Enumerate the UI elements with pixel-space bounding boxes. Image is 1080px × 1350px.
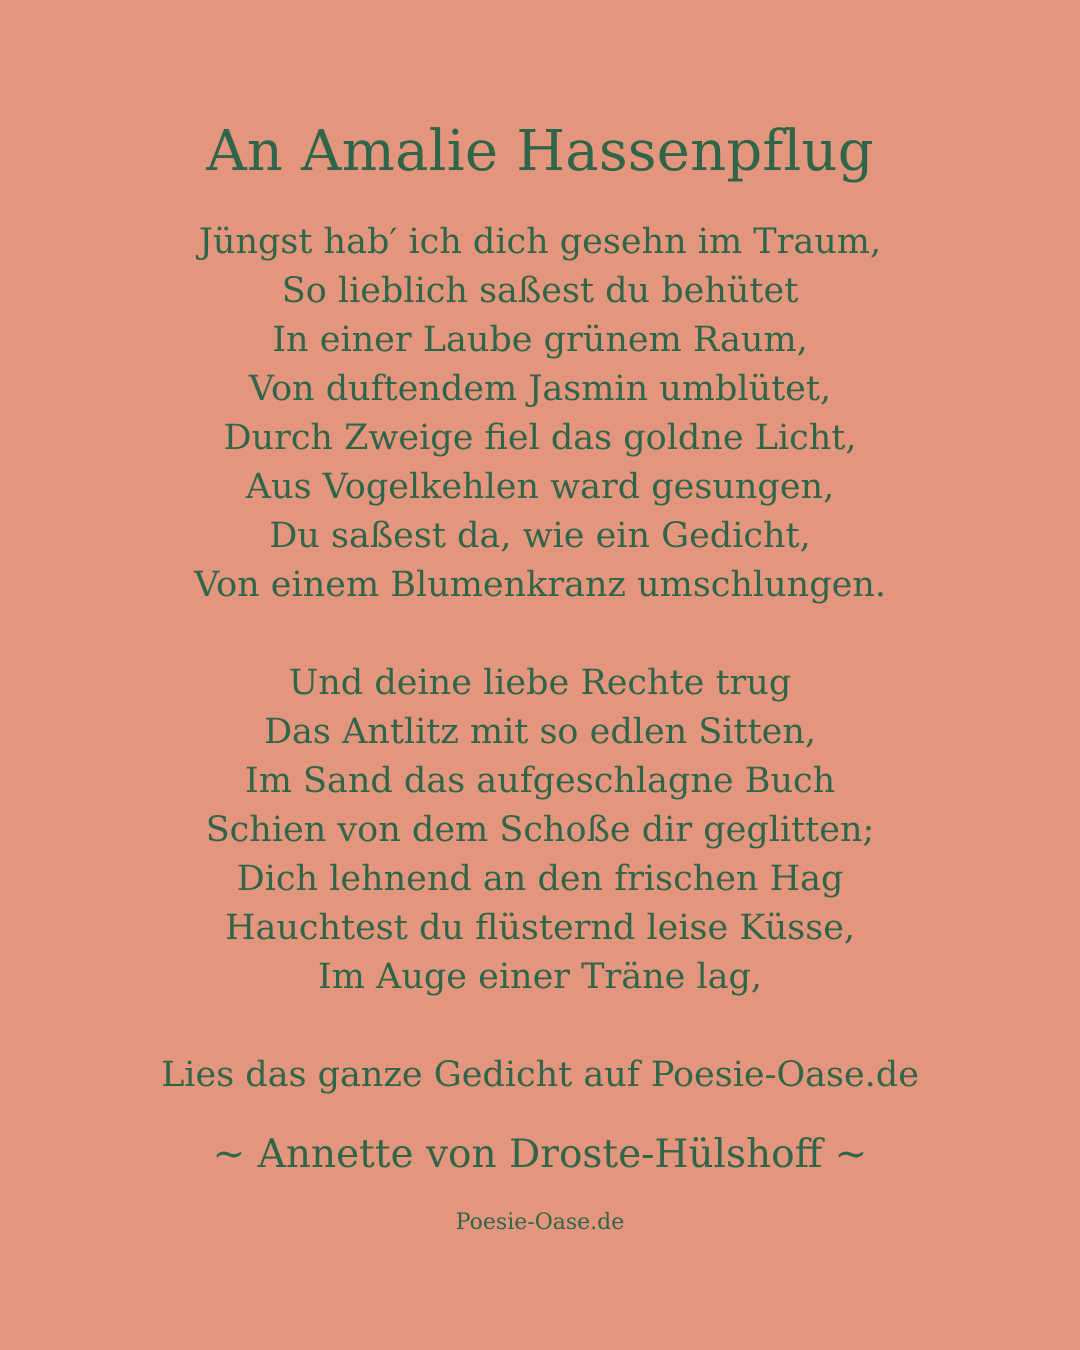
poem-line: Im Sand das aufgeschlagne Buch xyxy=(244,761,836,801)
poem-line: Von einem Blumenkranz umschlungen. xyxy=(194,565,886,605)
poem-line: In einer Laube grünem Raum, xyxy=(272,320,808,360)
poem-line: Durch Zweige fiel das goldne Licht, xyxy=(223,418,857,458)
read-full-poem-note: Lies das ganze Gedicht auf Poesie-Oase.de xyxy=(161,1055,919,1095)
poem-title: An Amalie Hassenpflug xyxy=(206,119,874,184)
poem-line: Im Auge einer Träne lag, xyxy=(317,957,763,997)
author-line: ~ Annette von Droste-Hülshoff ~ xyxy=(212,1132,868,1177)
site-credit: Poesie-Oase.de xyxy=(455,1210,625,1235)
poem-line: Dich lehnend an den frischen Hag xyxy=(236,859,844,899)
poem-line: Du saßest da, wie ein Gedicht, xyxy=(269,516,811,556)
stanza-2 xyxy=(0,659,1080,1002)
poem-line: Jüngst hab′ ich dich gesehn im Traum, xyxy=(198,222,882,262)
poem-line: Hauchtest du flüsternd leise Küsse, xyxy=(224,908,856,948)
poem-line: So lieblich saßest du behütet xyxy=(281,271,799,311)
poem-line: Aus Vogelkehlen ward gesungen, xyxy=(245,467,835,507)
poem-line: Von duftendem Jasmin umblütet, xyxy=(248,369,832,409)
poem-line: Das Antlitz mit so edlen Sitten, xyxy=(263,712,817,752)
poem-line: Und deine liebe Rechte trug xyxy=(288,663,792,703)
stanza-1 xyxy=(0,218,1080,610)
poem-line: Schien von dem Schoße dir geglitten; xyxy=(205,810,875,850)
